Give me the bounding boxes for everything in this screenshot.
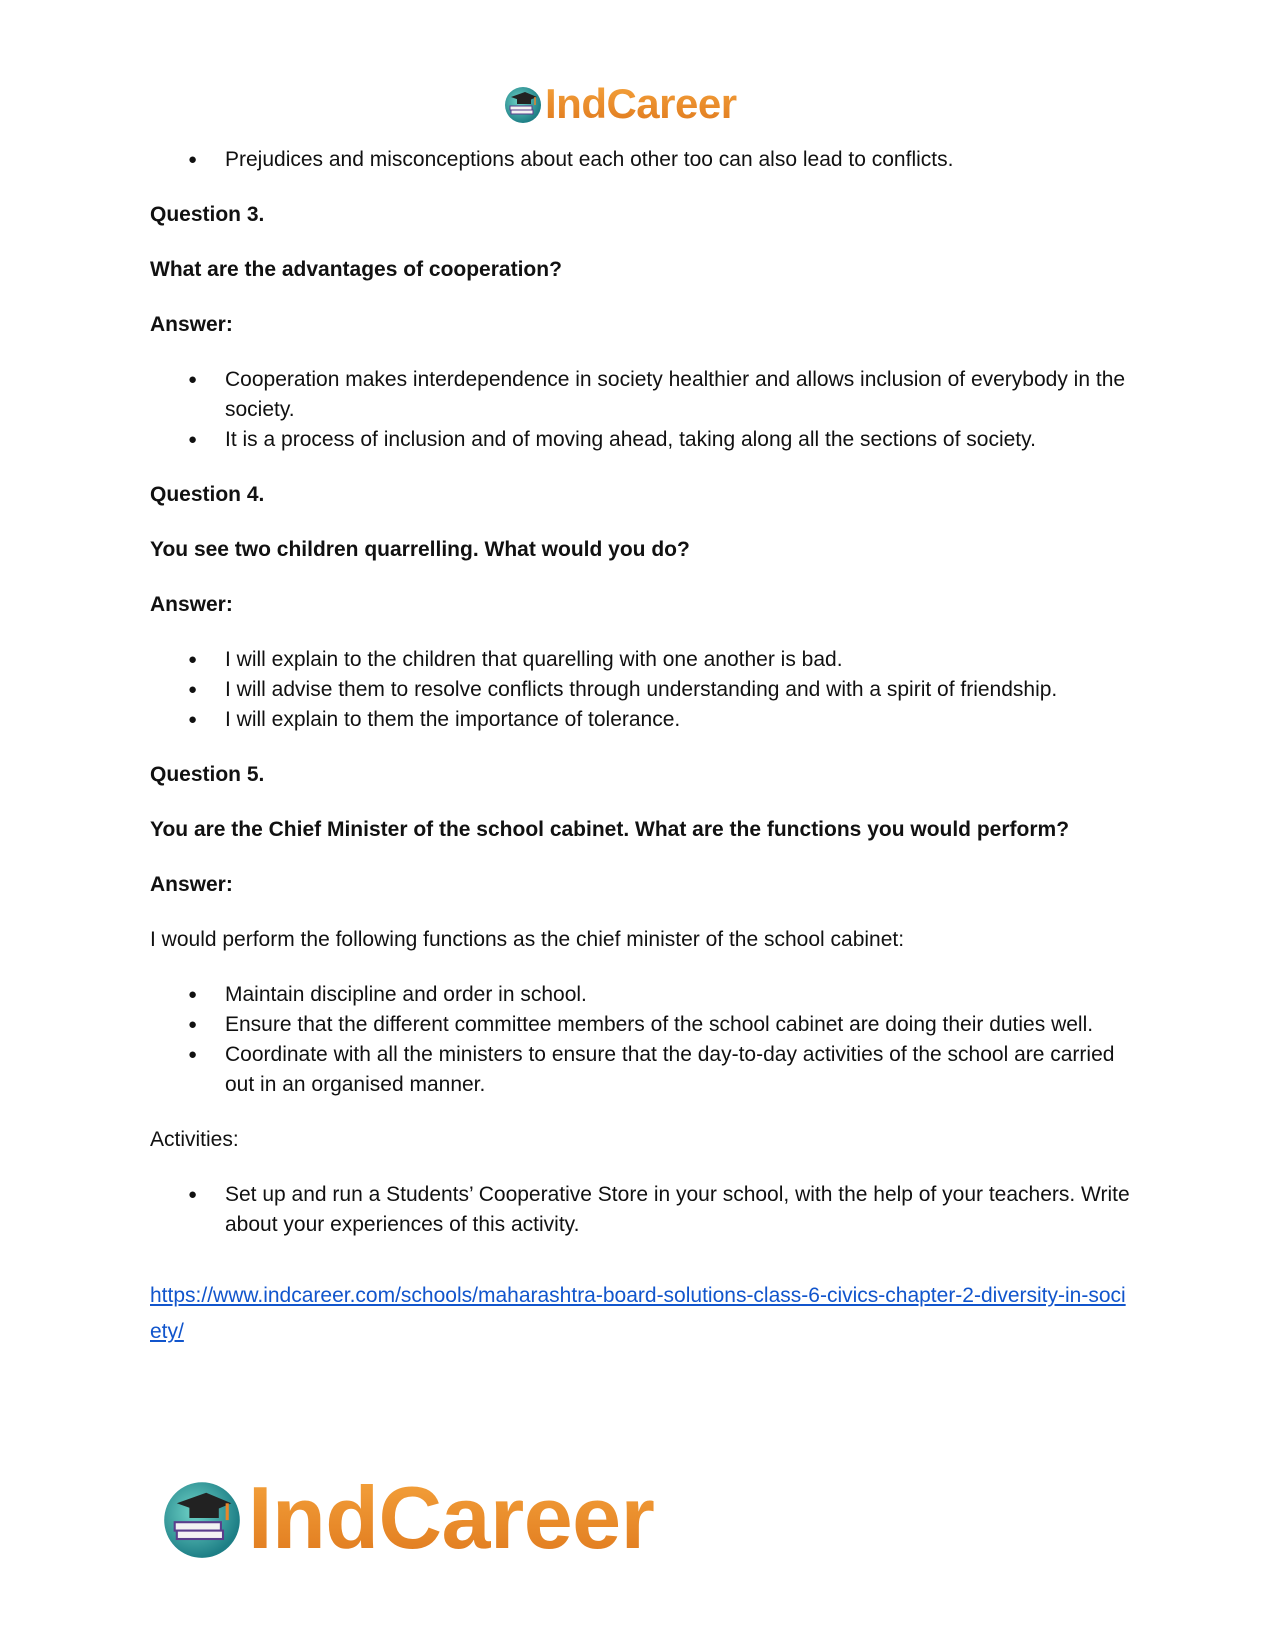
document-body: [150, 145, 1130, 1350]
question-5-answer-intro: I would perform the following functions as the chief minister of the school cabinet:: [150, 928, 905, 951]
activities-label: Activities:: [150, 1128, 239, 1151]
question-3-answer-list: [150, 365, 1130, 455]
list-item: ● I will explain to them the importance of tolerance.: [150, 705, 1130, 735]
question-4-answer-label: Answer:: [150, 593, 233, 616]
graduation-cap-icon: [160, 1476, 244, 1560]
list-item: ● I will advise them to resolve conflicts through understanding and with a spirit of friendship.: [150, 675, 1130, 705]
list-item: ● Prejudices and misconceptions about each other too can also lead to conflicts.: [150, 145, 1130, 175]
question-3-text: What are the advantages of cooperation?: [150, 258, 562, 281]
question-5-answer-list: [150, 980, 1130, 1100]
list-item: ● Set up and run a Students’ Cooperative Store in your school, with the help of your teachers. Write about your experiences of this activity.: [150, 1180, 1130, 1240]
question-5-text: You are the Chief Minister of the school cabinet. What are the functions you would perform?: [150, 818, 1070, 841]
footer-logo: [160, 1470, 654, 1566]
list-item: ● It is a process of inclusion and of moving ahead, taking along all the sections of society.: [150, 425, 1130, 455]
question-4-text: You see two children quarrelling. What would you do?: [150, 538, 690, 561]
activities-list: [150, 1180, 1130, 1240]
source-link[interactable]: https://www.indcareer.com/schools/maharashtra-board-solutions-class-6-civics-chapter-2-diversity-in-society/: [150, 1284, 1126, 1343]
question-4-label: Question 4.: [150, 483, 265, 506]
list-item: ● Maintain discipline and order in school.: [150, 980, 1130, 1010]
list-item: ● Cooperation makes interdependence in society healthier and allows inclusion of everybody in the society.: [150, 365, 1130, 425]
list-item: ● Coordinate with all the ministers to ensure that the day-to-day activities of the school are carried out in an organised manner.: [150, 1040, 1130, 1100]
graduation-cap-icon: [503, 84, 543, 124]
question-5-label: Question 5.: [150, 763, 265, 786]
logo-text: IndCareer: [545, 80, 737, 127]
question-3-answer-label: Answer:: [150, 313, 233, 336]
question-4-answer-list: [150, 645, 1130, 735]
question-5-answer-label: Answer:: [150, 873, 233, 896]
list-item: ● I will explain to the children that quarelling with one another is bad.: [150, 645, 1130, 675]
list-item: ● Ensure that the different committee members of the school cabinet are doing their duties well.: [150, 1010, 1130, 1040]
header-logo: [503, 80, 737, 128]
logo-text: IndCareer: [248, 1468, 655, 1567]
intro-bullet-list: [150, 145, 1130, 175]
question-3-label: Question 3.: [150, 203, 265, 226]
source-link-block: [150, 1278, 1130, 1350]
